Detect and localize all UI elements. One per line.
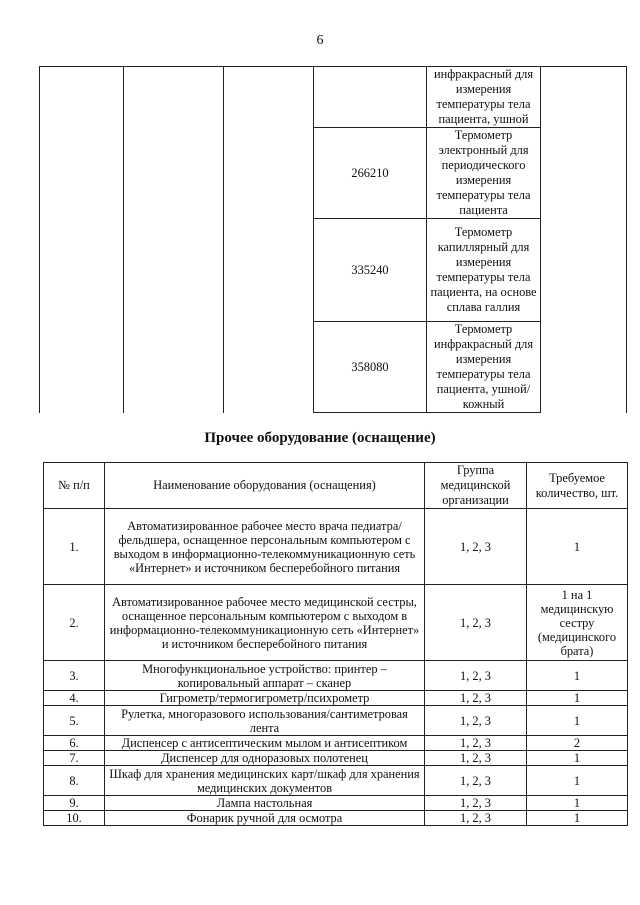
table-row <box>44 796 628 811</box>
table-row <box>44 706 628 736</box>
row-qty: 1 <box>527 766 628 796</box>
row-num: 2. <box>44 585 105 661</box>
section-title: Прочее оборудование (оснащение) <box>204 430 436 446</box>
row-name: Многофункциональное устройство: принтер – копировальный аппарат – сканер <box>105 661 425 691</box>
row-qty: 1 <box>527 661 628 691</box>
row-group: 1, 2, 3 <box>425 585 527 661</box>
row-num: 5. <box>44 706 105 736</box>
row-group: 1, 2, 3 <box>425 509 527 585</box>
row-name: Лампа настольная <box>105 796 425 811</box>
table-row <box>40 67 627 128</box>
row-num: 7. <box>44 751 105 766</box>
row-qty: 2 <box>527 736 628 751</box>
row-name: Фонарик ручной для осмотра <box>105 811 425 826</box>
row-name: Шкаф для хранения медицинских карт/шкаф для хранения медицинских документов <box>105 766 425 796</box>
device-code: 335240 <box>314 219 427 322</box>
table-row <box>44 811 628 826</box>
row-num: 4. <box>44 691 105 706</box>
device-name: Термометр электронный для периодического измерения температуры тела пациента <box>427 128 541 219</box>
row-qty: 1 на 1 медицинскую сестру (медицинского брата) <box>527 585 628 661</box>
row-qty: 1 <box>527 751 628 766</box>
header-row <box>44 463 628 509</box>
header-name: Наименование оборудования (оснащения) <box>105 463 425 509</box>
device-name: инфракрасный для измерения температуры тела пациента, ушной <box>427 67 541 128</box>
row-group: 1, 2, 3 <box>425 661 527 691</box>
row-name: Гигрометр/термогигрометр/психрометр <box>105 691 425 706</box>
device-name: Термометр капиллярный для измерения температуры тела пациента, на основе сплава галлия <box>427 219 541 322</box>
row-group: 1, 2, 3 <box>425 736 527 751</box>
row-group: 1, 2, 3 <box>425 796 527 811</box>
row-name: Автоматизированное рабочее место врача педиатра/фельдшера, оснащенное персональным компьютером с выходом в информационно-телекоммуникационную сеть «Интернет» и источником бесперебойного питания <box>105 509 425 585</box>
row-group: 1, 2, 3 <box>425 706 527 736</box>
row-num: 6. <box>44 736 105 751</box>
continuation-table <box>39 66 627 413</box>
header-qty: Требуемое количество, шт. <box>527 463 628 509</box>
empty-cell <box>224 67 314 413</box>
row-qty: 1 <box>527 811 628 826</box>
header-group: Группа медицинской организации <box>425 463 527 509</box>
row-name: Автоматизированное рабочее место медицинской сестры, оснащенное персональным компьютером с выходом в информационно-телекоммуникационную сеть «Интернет» и источником бесперебойного питания <box>105 585 425 661</box>
row-num: 1. <box>44 509 105 585</box>
table-row <box>44 661 628 691</box>
row-name: Диспенсер для одноразовых полотенец <box>105 751 425 766</box>
empty-cell <box>541 67 627 413</box>
row-group: 1, 2, 3 <box>425 811 527 826</box>
table-row <box>44 766 628 796</box>
row-num: 3. <box>44 661 105 691</box>
device-code: 358080 <box>314 322 427 413</box>
table-row <box>44 751 628 766</box>
row-qty: 1 <box>527 509 628 585</box>
device-code <box>314 67 427 128</box>
row-name: Диспенсер с антисептическим мылом и антисептиком <box>105 736 425 751</box>
row-group: 1, 2, 3 <box>425 691 527 706</box>
table-row <box>44 691 628 706</box>
table-row <box>44 585 628 661</box>
empty-cell <box>40 67 124 413</box>
device-code: 266210 <box>314 128 427 219</box>
row-num: 8. <box>44 766 105 796</box>
row-num: 10. <box>44 811 105 826</box>
equipment-table <box>43 462 628 826</box>
page-number: 6 <box>316 33 324 48</box>
table-row <box>44 509 628 585</box>
row-group: 1, 2, 3 <box>425 751 527 766</box>
row-qty: 1 <box>527 691 628 706</box>
empty-cell <box>124 67 224 413</box>
row-group: 1, 2, 3 <box>425 766 527 796</box>
header-num: № п/п <box>44 463 105 509</box>
row-qty: 1 <box>527 796 628 811</box>
row-qty: 1 <box>527 706 628 736</box>
row-name: Рулетка, многоразового использования/сантиметровая лента <box>105 706 425 736</box>
row-num: 9. <box>44 796 105 811</box>
device-name: Термометр инфракрасный для измерения температуры тела пациента, ушной/кожный <box>427 322 541 413</box>
table-row <box>44 736 628 751</box>
